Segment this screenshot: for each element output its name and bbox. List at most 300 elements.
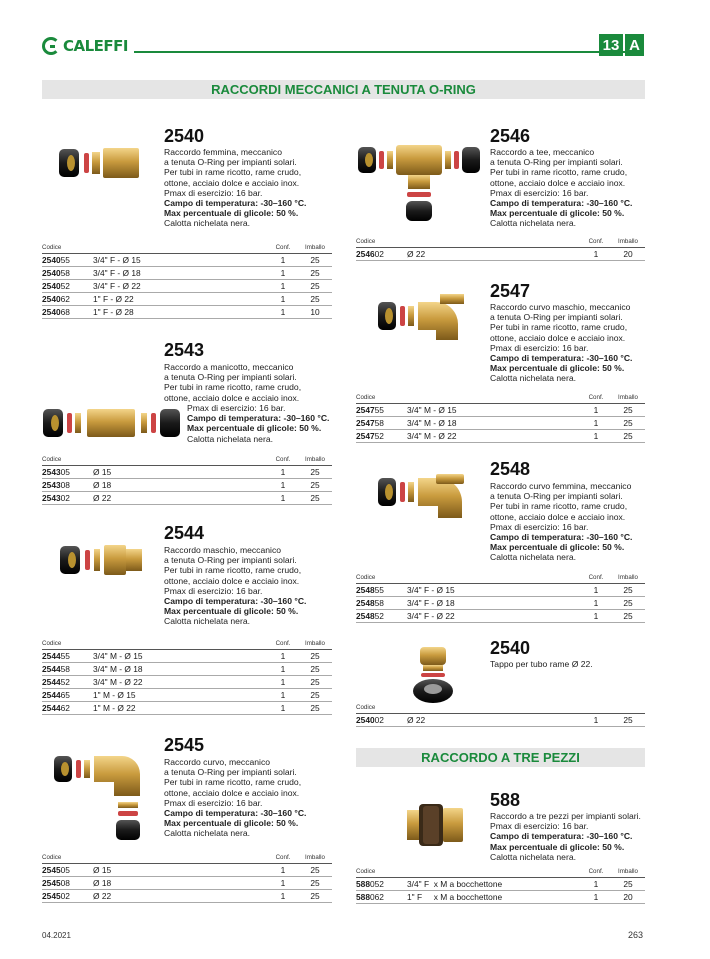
desc-glycol: Max percentuale di glicole: 50 %. bbox=[164, 818, 299, 829]
row-code bbox=[42, 701, 90, 714]
desc-temperature: Campo di temperatura: -30–160 °C. bbox=[490, 532, 633, 543]
row-pack: 25 bbox=[611, 596, 645, 609]
row-code-suffix: 08 bbox=[60, 878, 70, 888]
row-code-suffix: 02 bbox=[60, 891, 70, 901]
row-code-suffix: 05 bbox=[60, 467, 70, 477]
row-pack: 25 bbox=[298, 649, 332, 662]
row-code bbox=[42, 478, 90, 491]
row-conf: 1 bbox=[268, 688, 298, 701]
table-row bbox=[356, 403, 645, 416]
desc-glycol: Max percentuale di glicole: 50 %. bbox=[164, 606, 299, 617]
col-pack: Imballo bbox=[611, 570, 645, 583]
table-row bbox=[42, 266, 332, 279]
row-code-base: 2545 bbox=[42, 891, 61, 901]
col-conf: Conf. bbox=[268, 850, 298, 863]
table-row bbox=[42, 649, 332, 662]
page-number: 263 bbox=[628, 930, 644, 940]
row-code-base: 2543 bbox=[42, 493, 61, 503]
col-code: Codice bbox=[42, 636, 90, 649]
col-pack: Imballo bbox=[298, 240, 332, 253]
row-description: Ø 22 bbox=[90, 491, 268, 504]
desc-line: Per tubi in rame ricotto, rame crudo, bbox=[164, 167, 302, 178]
row-code-base: 2548 bbox=[356, 598, 375, 608]
row-code bbox=[42, 675, 90, 688]
table-row bbox=[42, 279, 332, 292]
row-code-suffix: 55 bbox=[374, 585, 384, 595]
desc-line: Per tubi in rame ricotto, rame crudo, bbox=[164, 382, 302, 393]
row-description: Ø 15 bbox=[90, 863, 268, 876]
desc-line: a tenuta O-Ring per impianti solari. bbox=[490, 491, 623, 502]
desc-temperature: Campo di temperatura: -30–160 °C. bbox=[490, 353, 633, 364]
row-code-base: 2548 bbox=[356, 585, 375, 595]
row-code-base: 2547 bbox=[356, 431, 375, 441]
row-code-suffix: 08 bbox=[60, 480, 70, 490]
desc-cap: Calotta nichelata nera. bbox=[490, 373, 576, 384]
product-desc-2548 bbox=[490, 481, 632, 563]
row-code bbox=[356, 403, 404, 416]
desc-cap: Calotta nichelata nera. bbox=[490, 851, 576, 862]
row-description: 1" F - Ø 28 bbox=[90, 305, 268, 318]
table-row bbox=[42, 491, 332, 504]
col-conf: Conf. bbox=[268, 240, 298, 253]
product-desc-588 bbox=[490, 811, 641, 862]
table-row bbox=[42, 253, 332, 266]
desc-glycol: Max percentuale di glicole: 50 %. bbox=[187, 423, 322, 434]
row-code bbox=[42, 688, 90, 701]
row-description: Ø 15 bbox=[90, 465, 268, 478]
desc-temperature: Campo di temperatura: -30–160 °C. bbox=[187, 413, 330, 424]
row-code-suffix: 52 bbox=[374, 611, 384, 621]
row-code bbox=[42, 292, 90, 305]
desc-line: a tenuta O-Ring per impianti solari. bbox=[164, 372, 297, 383]
row-code-base: 2543 bbox=[42, 467, 61, 477]
desc-pmax: Pmax di esercizio: 16 bar. bbox=[187, 403, 286, 413]
row-code-suffix: 58 bbox=[374, 418, 384, 428]
row-pack: 25 bbox=[298, 279, 332, 292]
row-description: Ø 18 bbox=[90, 876, 268, 889]
row-code-base: 2544 bbox=[42, 664, 61, 674]
row-code-base: 2540 bbox=[42, 255, 61, 265]
fitting-588-image bbox=[405, 800, 465, 850]
row-conf: 1 bbox=[581, 429, 611, 442]
row-pack: 25 bbox=[298, 253, 332, 266]
product-code-2540-cap: 2540 bbox=[490, 638, 531, 658]
row-description: 3/4" F - Ø 18 bbox=[404, 596, 581, 609]
row-code-suffix: 52 bbox=[374, 431, 384, 441]
row-code-base: 2544 bbox=[42, 703, 61, 713]
row-code-suffix: 55 bbox=[374, 405, 384, 415]
col-conf: Conf. bbox=[581, 570, 611, 583]
row-conf: 1 bbox=[581, 609, 611, 622]
desc-line: ottone, acciaio dolce e acciaio inox. bbox=[164, 177, 300, 188]
row-description: 3/4" M - Ø 15 bbox=[90, 649, 268, 662]
row-conf: 1 bbox=[268, 649, 298, 662]
desc-temperature: Campo di temperatura: -30–160 °C. bbox=[490, 831, 633, 842]
row-pack: 25 bbox=[298, 662, 332, 675]
desc-line: a tenuta O-Ring per impianti solari. bbox=[164, 767, 297, 778]
desc-cap: Calotta nichelata nera. bbox=[164, 828, 250, 839]
product-code-2547: 2547 bbox=[490, 281, 531, 301]
row-conf: 1 bbox=[268, 876, 298, 889]
page-header bbox=[42, 34, 670, 60]
row-code-suffix: 68 bbox=[60, 307, 70, 317]
row-pack: 25 bbox=[298, 688, 332, 701]
row-pack: 10 bbox=[298, 305, 332, 318]
row-pack: 25 bbox=[298, 675, 332, 688]
desc-glycol: Max percentuale di glicole: 50 %. bbox=[490, 363, 625, 374]
row-description: Ø 22 bbox=[90, 889, 268, 902]
row-pack: 25 bbox=[298, 292, 332, 305]
desc-line: Pmax di esercizio: 16 bar. bbox=[490, 521, 589, 532]
row-conf: 1 bbox=[268, 253, 298, 266]
row-code-suffix: 02 bbox=[60, 493, 70, 503]
row-code-base: 2540 bbox=[42, 307, 61, 317]
row-code-suffix: 062 bbox=[369, 892, 384, 902]
chapter-tab bbox=[599, 34, 644, 56]
row-code-base: 2543 bbox=[42, 480, 61, 490]
col-pack: Imballo bbox=[298, 850, 332, 863]
desc-line: Raccordo a tre pezzi per impianti solari. bbox=[490, 811, 641, 821]
desc-line: a tenuta O-Ring per impianti solari. bbox=[490, 157, 623, 168]
row-code bbox=[356, 596, 404, 609]
product-code-2543: 2543 bbox=[164, 340, 205, 360]
desc-line: a tenuta O-Ring per impianti solari. bbox=[490, 312, 623, 323]
row-code bbox=[356, 583, 404, 596]
fitting-2546-image bbox=[356, 143, 482, 225]
code-table-588 bbox=[356, 864, 645, 904]
section-title-three-piece: RACCORDO A TRE PEZZI bbox=[356, 748, 645, 767]
row-code bbox=[356, 713, 404, 726]
table-row bbox=[42, 863, 332, 876]
row-conf: 1 bbox=[268, 491, 298, 504]
row-description: 1" M - Ø 15 bbox=[90, 688, 268, 701]
row-code bbox=[42, 876, 90, 889]
fitting-2547-image bbox=[376, 292, 468, 344]
code-table-2540 bbox=[42, 240, 332, 319]
col-code: Codice bbox=[42, 452, 90, 465]
row-code-base: 2544 bbox=[42, 690, 61, 700]
row-code bbox=[42, 279, 90, 292]
code-table-2544 bbox=[42, 636, 332, 715]
header-rule bbox=[134, 51, 634, 53]
col-conf: Conf. bbox=[581, 864, 611, 877]
row-description: 1" F - Ø 22 bbox=[90, 292, 268, 305]
row-pack: 25 bbox=[611, 877, 645, 890]
row-pack: 20 bbox=[611, 890, 645, 903]
desc-cap: Calotta nichelata nera. bbox=[164, 616, 250, 627]
table-row bbox=[356, 877, 645, 890]
desc-line: ottone, acciaio dolce e acciaio inox. bbox=[490, 511, 626, 522]
row-pack: 20 bbox=[611, 247, 645, 260]
row-pack: 25 bbox=[298, 863, 332, 876]
col-code: Codice bbox=[356, 234, 404, 247]
product-desc-2543-specs bbox=[187, 403, 329, 444]
col-code: Codice bbox=[356, 864, 404, 877]
row-description: 3/4" M - Ø 18 bbox=[90, 662, 268, 675]
row-code-base: 588 bbox=[356, 879, 370, 889]
desc-glycol: Max percentuale di glicole: 50 %. bbox=[490, 208, 625, 219]
row-code-base: 2545 bbox=[42, 865, 61, 875]
row-code-suffix: 55 bbox=[60, 651, 70, 661]
chapter-letter: A bbox=[625, 34, 644, 56]
desc-glycol: Max percentuale di glicole: 50 %. bbox=[164, 208, 299, 219]
row-code-base: 2544 bbox=[42, 677, 61, 687]
row-code-base: 2547 bbox=[356, 405, 375, 415]
row-code-base: 588 bbox=[356, 892, 370, 902]
desc-line: Per tubi in rame ricotto, rame crudo, bbox=[490, 167, 628, 178]
desc-line: Pmax di esercizio: 16 bar. bbox=[164, 797, 263, 808]
col-code: Codice bbox=[42, 850, 90, 863]
row-code bbox=[42, 662, 90, 675]
caleffi-logo bbox=[42, 37, 128, 55]
row-pack: 25 bbox=[298, 491, 332, 504]
product-code-588: 588 bbox=[490, 790, 521, 810]
desc-line: Raccordo a tee, meccanico bbox=[490, 147, 595, 157]
product-desc-2545 bbox=[164, 757, 306, 839]
product-code-2544: 2544 bbox=[164, 523, 205, 543]
table-row bbox=[356, 609, 645, 622]
row-pack: 25 bbox=[298, 465, 332, 478]
table-row bbox=[356, 890, 645, 903]
row-conf: 1 bbox=[268, 305, 298, 318]
row-description: 3/4" M - Ø 22 bbox=[404, 429, 581, 442]
desc-cap: Calotta nichelata nera. bbox=[490, 218, 576, 229]
row-pack: 25 bbox=[298, 266, 332, 279]
row-code-base: 2540 bbox=[42, 281, 61, 291]
row-code-base: 2540 bbox=[42, 268, 61, 278]
desc-line: Raccordo femmina, meccanico bbox=[164, 147, 282, 157]
row-pack: 25 bbox=[611, 416, 645, 429]
product-code-2540: 2540 bbox=[164, 126, 205, 146]
row-pack: 25 bbox=[611, 609, 645, 622]
row-conf: 1 bbox=[581, 403, 611, 416]
col-code: Codice bbox=[356, 570, 404, 583]
desc-line: Pmax di esercizio: 16 bar. bbox=[164, 187, 263, 198]
col-conf: Conf. bbox=[581, 390, 611, 403]
desc-glycol: Max percentuale di glicole: 50 %. bbox=[490, 542, 625, 553]
chapter-number: 13 bbox=[599, 34, 623, 56]
desc-temperature: Campo di temperatura: -30–160 °C. bbox=[164, 596, 307, 607]
fitting-2540-image bbox=[55, 143, 143, 183]
table-row bbox=[42, 478, 332, 491]
row-pack: 25 bbox=[611, 583, 645, 596]
table-row bbox=[356, 416, 645, 429]
code-table-2540-cap bbox=[356, 700, 645, 727]
code-table-2546 bbox=[356, 234, 645, 261]
row-conf: 1 bbox=[581, 877, 611, 890]
row-description: 3/4" F x M a bocchettone bbox=[404, 877, 581, 890]
desc-line: ottone, acciaio dolce e acciaio inox. bbox=[490, 177, 626, 188]
fitting-2545-image bbox=[52, 750, 147, 845]
col-code: Codice bbox=[356, 390, 404, 403]
row-pack: 25 bbox=[611, 713, 645, 726]
product-desc-2546 bbox=[490, 147, 632, 229]
row-code-suffix: 58 bbox=[60, 664, 70, 674]
row-code bbox=[42, 305, 90, 318]
row-code bbox=[356, 890, 404, 903]
row-conf: 1 bbox=[268, 701, 298, 714]
table-row bbox=[42, 292, 332, 305]
desc-temperature: Campo di temperatura: -30–160 °C. bbox=[164, 808, 307, 819]
row-code bbox=[42, 253, 90, 266]
row-code-suffix: 58 bbox=[60, 268, 70, 278]
desc-line: Per tubi in rame ricotto, rame crudo, bbox=[164, 565, 302, 576]
row-code-suffix: 05 bbox=[60, 865, 70, 875]
code-table-2545 bbox=[42, 850, 332, 903]
brand-name: CALEFFI bbox=[63, 37, 128, 55]
row-conf: 1 bbox=[268, 662, 298, 675]
table-row bbox=[42, 465, 332, 478]
row-description: 3/4" F - Ø 18 bbox=[90, 266, 268, 279]
row-conf: 1 bbox=[581, 416, 611, 429]
row-code-suffix: 58 bbox=[374, 598, 384, 608]
table-row bbox=[42, 688, 332, 701]
row-conf: 1 bbox=[581, 713, 611, 726]
row-code-suffix: 65 bbox=[60, 690, 70, 700]
desc-line: ottone, acciaio dolce e acciaio inox. bbox=[164, 575, 300, 586]
row-code bbox=[42, 863, 90, 876]
desc-cap: Calotta nichelata nera. bbox=[164, 218, 250, 229]
desc-line: Raccordo curvo femmina, meccanico bbox=[490, 481, 632, 491]
caleffi-logo-icon bbox=[42, 37, 60, 55]
col-pack: Imballo bbox=[298, 452, 332, 465]
product-desc-2543 bbox=[164, 362, 301, 403]
desc-line: a tenuta O-Ring per impianti solari. bbox=[164, 157, 297, 168]
desc-line: Per tubi in rame ricotto, rame crudo, bbox=[490, 322, 628, 333]
row-code bbox=[356, 416, 404, 429]
row-code-suffix: 62 bbox=[60, 703, 70, 713]
row-code-suffix: 02 bbox=[374, 715, 384, 725]
col-conf: Conf. bbox=[581, 234, 611, 247]
row-code-suffix: 55 bbox=[60, 255, 70, 265]
product-code-2545: 2545 bbox=[164, 735, 205, 755]
row-code-suffix: 02 bbox=[374, 249, 384, 259]
row-description: 3/4" F - Ø 22 bbox=[404, 609, 581, 622]
col-pack: Imballo bbox=[298, 636, 332, 649]
row-code-suffix: 52 bbox=[60, 677, 70, 687]
row-code bbox=[356, 609, 404, 622]
col-pack: Imballo bbox=[611, 234, 645, 247]
desc-line: ottone, acciaio dolce e acciaio inox. bbox=[164, 787, 300, 798]
row-conf: 1 bbox=[268, 279, 298, 292]
product-desc-2544 bbox=[164, 545, 306, 627]
row-description: Ø 18 bbox=[90, 478, 268, 491]
row-description: 3/4" M - Ø 18 bbox=[404, 416, 581, 429]
fitting-2543-image bbox=[42, 403, 182, 443]
desc-line: Per tubi in rame ricotto, rame crudo, bbox=[164, 777, 302, 788]
row-code bbox=[42, 889, 90, 902]
row-code-base: 2544 bbox=[42, 651, 61, 661]
row-description: 1" F x M a bocchettone bbox=[404, 890, 581, 903]
desc-line: Raccordo maschio, meccanico bbox=[164, 545, 282, 555]
desc-line: Pmax di esercizio: 16 bar. bbox=[164, 585, 263, 596]
col-conf: Conf. bbox=[268, 636, 298, 649]
row-description: 3/4" M - Ø 22 bbox=[90, 675, 268, 688]
row-code-suffix: 052 bbox=[369, 879, 384, 889]
table-row bbox=[356, 583, 645, 596]
row-code bbox=[356, 877, 404, 890]
row-description: 1" M - Ø 22 bbox=[90, 701, 268, 714]
row-conf: 1 bbox=[268, 675, 298, 688]
table-row bbox=[356, 247, 645, 260]
row-pack: 25 bbox=[298, 889, 332, 902]
row-code-base: 2540 bbox=[356, 715, 375, 725]
desc-line: Pmax di esercizio: 16 bar. bbox=[490, 187, 589, 198]
row-description: Ø 22 bbox=[404, 247, 581, 260]
desc-line: ottone, acciaio dolce e acciaio inox. bbox=[490, 332, 626, 343]
row-conf: 1 bbox=[268, 292, 298, 305]
row-conf: 1 bbox=[268, 266, 298, 279]
table-row bbox=[356, 713, 645, 726]
row-code-base: 2545 bbox=[42, 878, 61, 888]
row-conf: 1 bbox=[268, 465, 298, 478]
desc-temperature: Campo di temperatura: -30–160 °C. bbox=[490, 198, 633, 209]
row-code-base: 2547 bbox=[356, 418, 375, 428]
row-code-base: 2540 bbox=[42, 294, 61, 304]
fitting-2548-image bbox=[376, 472, 468, 522]
row-conf: 1 bbox=[581, 890, 611, 903]
table-row bbox=[356, 429, 645, 442]
row-code bbox=[356, 429, 404, 442]
row-code bbox=[356, 247, 404, 260]
table-row bbox=[42, 662, 332, 675]
desc-line: Tappo per tubo rame Ø 22. bbox=[490, 659, 593, 669]
col-code: Codice bbox=[42, 240, 90, 253]
desc-line: Per tubi in rame ricotto, rame crudo, bbox=[490, 501, 628, 512]
cap-2540-image bbox=[408, 645, 458, 707]
row-conf: 1 bbox=[581, 247, 611, 260]
product-desc-2540 bbox=[164, 147, 306, 229]
table-row bbox=[356, 596, 645, 609]
row-pack: 25 bbox=[298, 478, 332, 491]
table-row bbox=[42, 675, 332, 688]
row-pack: 25 bbox=[611, 429, 645, 442]
footer-date: 04.2021 bbox=[42, 931, 71, 940]
row-conf: 1 bbox=[581, 596, 611, 609]
row-code bbox=[42, 491, 90, 504]
desc-line: Raccordo curvo maschio, meccanico bbox=[490, 302, 631, 312]
row-pack: 25 bbox=[611, 403, 645, 416]
table-row bbox=[42, 876, 332, 889]
row-pack: 25 bbox=[298, 876, 332, 889]
desc-line: Pmax di esercizio: 16 bar. bbox=[490, 821, 589, 832]
row-conf: 1 bbox=[268, 478, 298, 491]
row-description: 3/4" F - Ø 22 bbox=[90, 279, 268, 292]
table-row bbox=[42, 889, 332, 902]
col-pack: Imballo bbox=[611, 864, 645, 877]
row-code-base: 2548 bbox=[356, 611, 375, 621]
desc-temperature: Campo di temperatura: -30–160 °C. bbox=[164, 198, 307, 209]
table-row bbox=[42, 305, 332, 318]
desc-line: a tenuta O-Ring per impianti solari. bbox=[164, 555, 297, 566]
desc-line: Raccordo a manicotto, meccanico bbox=[164, 362, 294, 372]
row-code bbox=[42, 266, 90, 279]
row-description: 3/4" F - Ø 15 bbox=[404, 583, 581, 596]
table-row bbox=[42, 701, 332, 714]
desc-cap: Calotta nichelata nera. bbox=[490, 552, 576, 563]
row-conf: 1 bbox=[268, 863, 298, 876]
row-code-suffix: 52 bbox=[60, 281, 70, 291]
desc-line: Pmax di esercizio: 16 bar. bbox=[490, 342, 589, 353]
desc-cap: Calotta nichelata nera. bbox=[187, 433, 273, 444]
col-code: Codice bbox=[356, 700, 404, 713]
row-conf: 1 bbox=[581, 583, 611, 596]
row-conf: 1 bbox=[268, 889, 298, 902]
code-table-2547 bbox=[356, 390, 645, 443]
row-code-base: 2546 bbox=[356, 249, 375, 259]
row-description: 3/4" F - Ø 15 bbox=[90, 253, 268, 266]
row-code bbox=[42, 465, 90, 478]
